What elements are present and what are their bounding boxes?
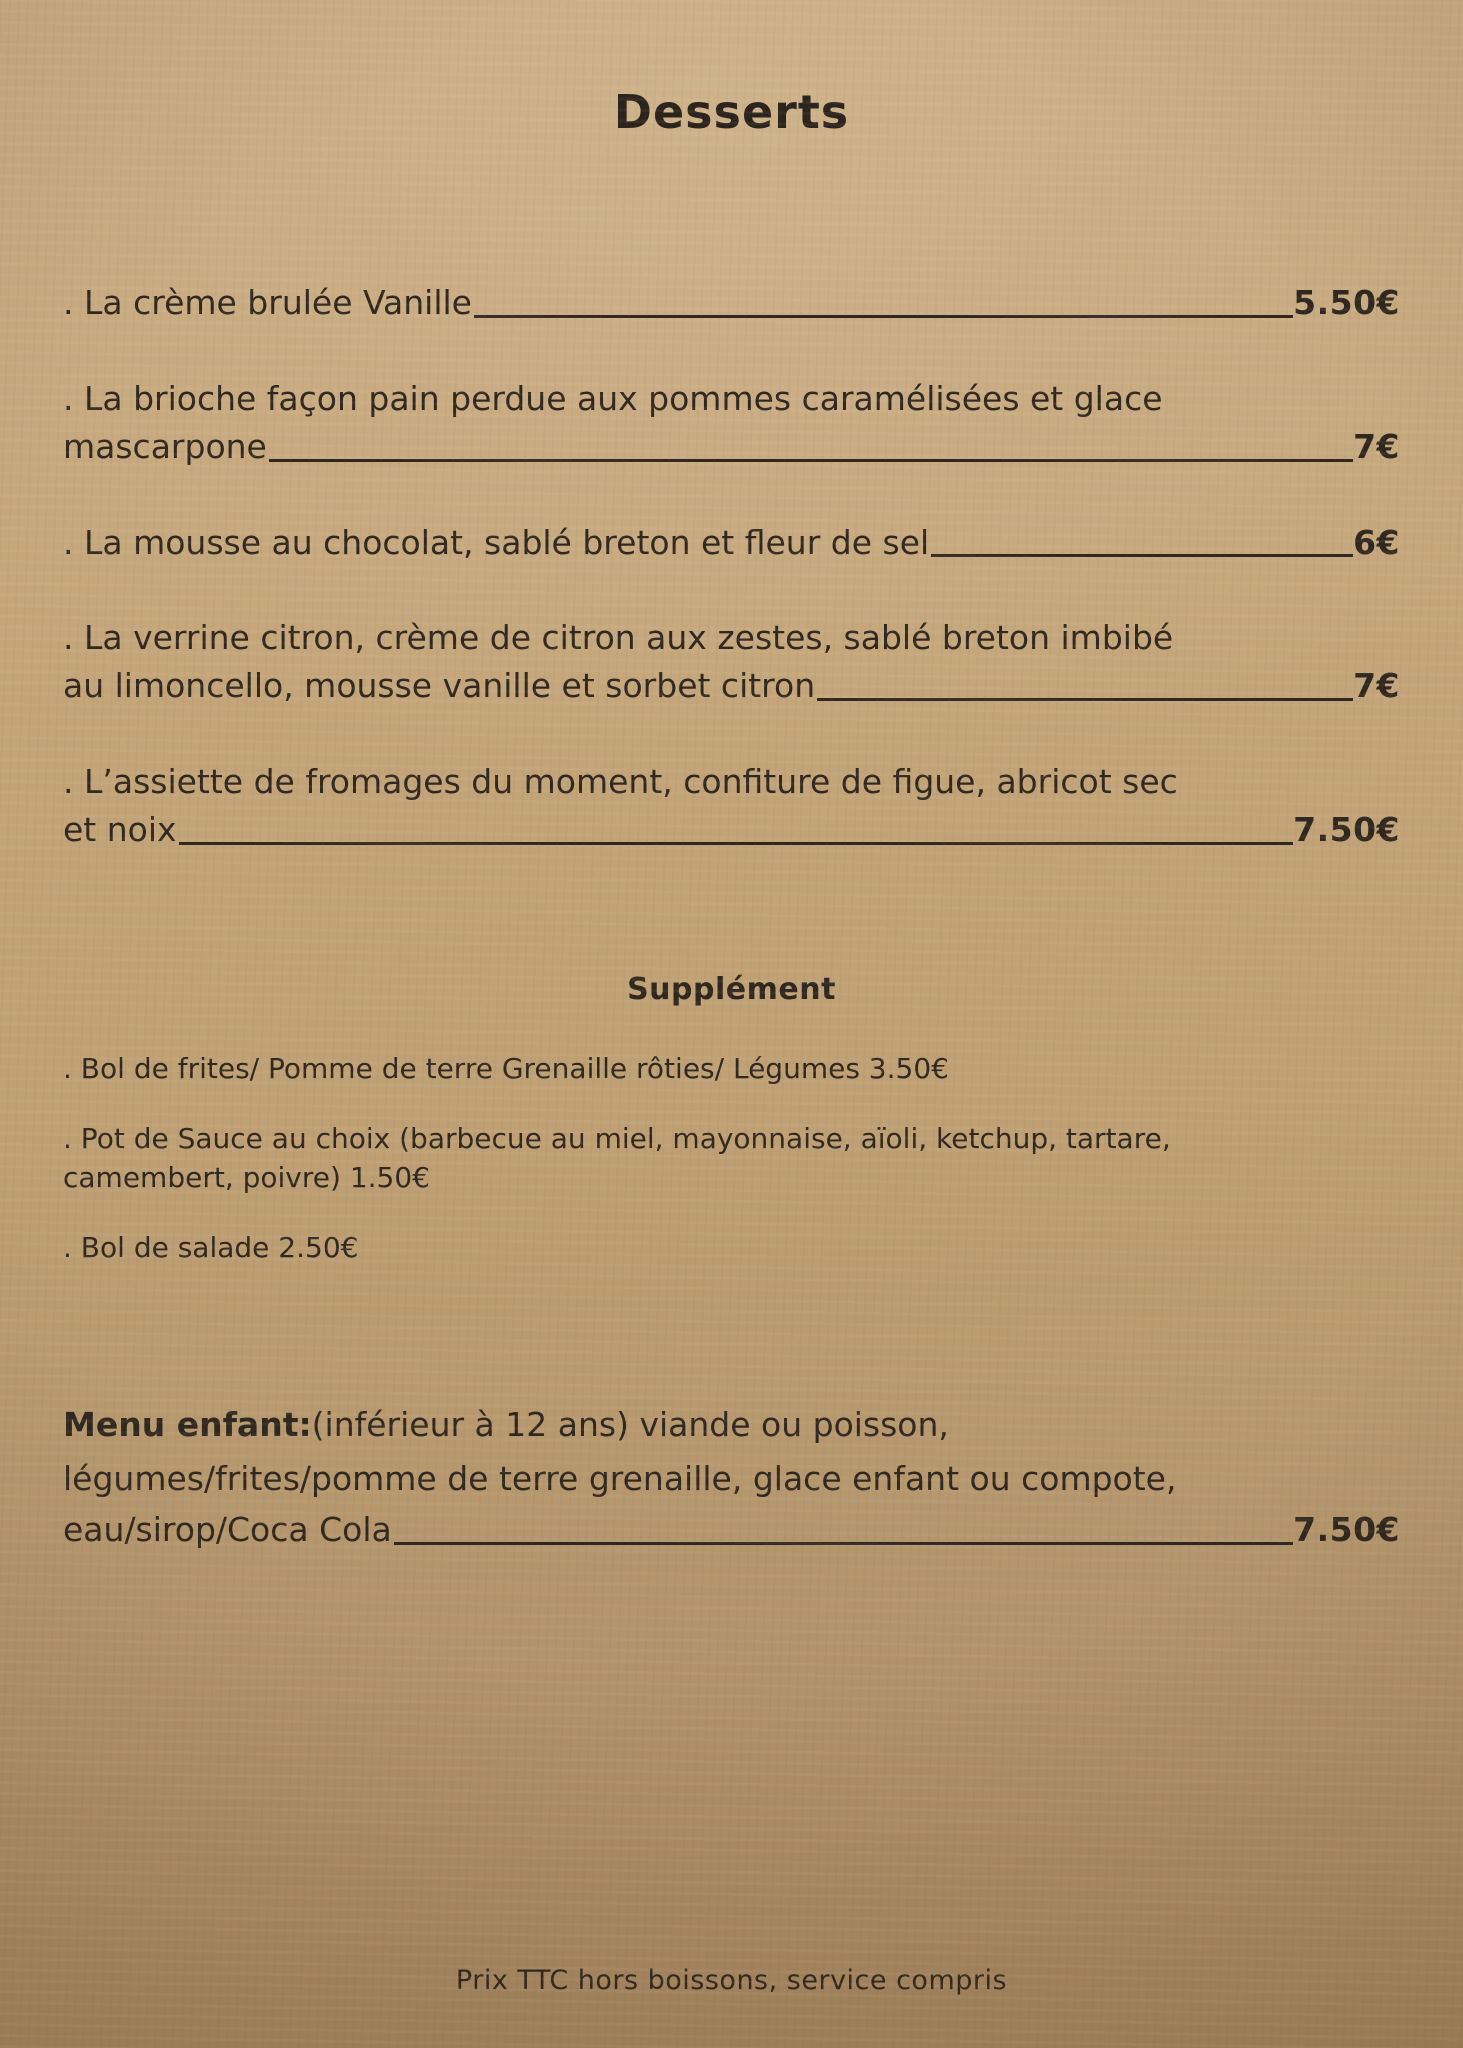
item-lead-text: . La verrine citron, crème de citron aux zestes, sablé breton imbibé [63, 618, 1174, 658]
item-name: . La crème brulée Vanille [63, 283, 472, 322]
price-leader-line [817, 698, 1353, 701]
menu-enfant-title: Menu enfant: [63, 1404, 312, 1444]
menu-enfant-line1 [63, 1398, 1400, 1452]
item-lead-text: . L’assiette de fromages du moment, confiture de figue, abricot sec [63, 762, 1178, 802]
supplement-item-salade [63, 1228, 1400, 1267]
item-name: mascarpone [63, 426, 267, 466]
item-lead-text: . La brioche façon pain perdue aux pommes caramélisées et glace [63, 378, 1163, 418]
supplements-heading: Supplément [627, 971, 836, 1007]
price-leader-line [931, 554, 1353, 557]
item-price: 5.50€ [1293, 283, 1400, 322]
supplement-item-frites [63, 1049, 1400, 1088]
price-leader-line [269, 459, 1353, 462]
supplement-text: . Pot de Sauce au choix (barbecue au miel, mayonnaise, aïoli, ketchup, tartare, [63, 1121, 1171, 1155]
price-leader-line [394, 1542, 1293, 1545]
price-leader-line [474, 315, 1293, 318]
item-price: 7.50€ [1293, 809, 1400, 849]
menu-enfant-line2: légumes/frites/pomme de terre grenaille, glace enfant ou compote, [63, 1458, 1177, 1498]
supplement-text: . Bol de salade 2.50€ [63, 1231, 359, 1265]
menu-item-brioche [63, 375, 1400, 471]
supplement-text: . Bol de frites/ Pomme de terre Grenaille rôties/ Légumes 3.50€ [63, 1051, 949, 1085]
menu-enfant-price: 7.50€ [1293, 1510, 1400, 1550]
menu-item-verrine-citron [63, 614, 1400, 710]
menu-item-mousse-chocolat [63, 519, 1400, 567]
footer-note: Prix TTC hors boissons, service compris [455, 1965, 1008, 1996]
menu-item-creme-brulee [63, 279, 1400, 327]
price-leader-line [179, 842, 1294, 845]
menu-enfant-section [63, 1398, 1400, 1555]
item-price: 7€ [1353, 426, 1400, 466]
item-name: et noix [63, 809, 177, 849]
supplement-item-sauces [63, 1119, 1400, 1197]
menu-item-assiette-fromages [63, 758, 1400, 854]
supplement-text: camembert, poivre) 1.50€ [63, 1161, 430, 1195]
item-name: au limoncello, mousse vanille et sorbet citron [63, 666, 816, 706]
desserts-section [63, 279, 1400, 854]
page-title: Desserts [613, 85, 850, 139]
item-price: 7€ [1353, 666, 1400, 706]
item-price: 6€ [1353, 522, 1400, 562]
supplements-section [63, 972, 1400, 1268]
item-name: . La mousse au chocolat, sablé breton et fleur de sel [63, 522, 930, 562]
menu-enfant-desc1: (inférieur à 12 ans) viande ou poisson, [311, 1404, 949, 1444]
menu-enfant-tail: eau/sirop/Coca Cola [63, 1510, 392, 1550]
